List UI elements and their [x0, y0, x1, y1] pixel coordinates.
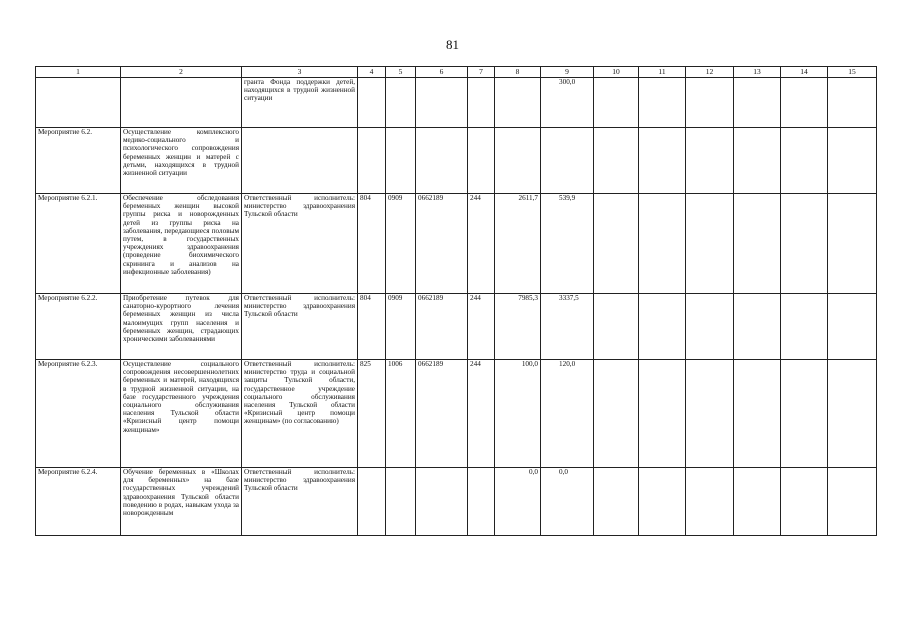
measure-description: Обеспечение обследования беременных женщин высокой группы риска и новорожденных детей из группы риска на заболевания, передающиеся половым путем, в государственных учреждениях здравоохранения (проведение биохимического скрининга и анализов на инфекционные заболевания): [121, 194, 242, 294]
column-header: 1: [36, 67, 121, 78]
amount-col9: 3337,5: [541, 294, 594, 360]
code-section: 0909: [386, 294, 416, 360]
amount-col8: [495, 128, 541, 194]
code-grbs: [358, 78, 386, 128]
code-section: [386, 468, 416, 536]
executor: Ответственный исполнитель: министерство здравоохранения Тульской области: [242, 468, 358, 536]
executor: Ответственный исполнитель: министерство здравоохранения Тульской области: [242, 294, 358, 360]
measure-description: Приобретение путевок для санаторно-курортного лечения беременных женщин из числа малоимущих групп населения и беременных женщин, страдающих хроническими заболеваниями: [121, 294, 242, 360]
code-section: 0909: [386, 194, 416, 294]
code-expense-type: 244: [468, 294, 495, 360]
column-header: 6: [416, 67, 468, 78]
amount-col9: 539,9: [541, 194, 594, 294]
code-target: 0662189: [416, 360, 468, 468]
amount-col9: [541, 128, 594, 194]
code-target: [416, 128, 468, 194]
measure-id: Мероприятие 6.2.4.: [36, 468, 121, 536]
column-header: 5: [386, 67, 416, 78]
executor: гранта Фонда поддержки детей, находящихся в трудной жизненной ситуации: [242, 78, 358, 128]
code-section: [386, 78, 416, 128]
executor: Ответственный исполнитель: министерство труда и социальной защиты Тульской области, государственное учреждение социального обслуживания населения Тульской области «Кризисный центр помощи женщинам» (по согласованию): [242, 360, 358, 468]
column-header: 3: [242, 67, 358, 78]
code-grbs: 825: [358, 360, 386, 468]
measure-id: Мероприятие 6.2.: [36, 128, 121, 194]
code-target: [416, 78, 468, 128]
column-header: 2: [121, 67, 242, 78]
amount-col9: 120,0: [541, 360, 594, 468]
amount-col8: 7985,3: [495, 294, 541, 360]
amount-col8: [495, 78, 541, 128]
code-target: [416, 468, 468, 536]
column-header: 10: [594, 67, 639, 78]
amount-col8: 2611,7: [495, 194, 541, 294]
code-grbs: [358, 468, 386, 536]
amount-col8: 100,0: [495, 360, 541, 468]
table-row: [36, 128, 877, 194]
code-grbs: [358, 128, 386, 194]
page-number: 81: [446, 37, 459, 52]
column-number-row: [36, 67, 877, 78]
code-expense-type: 244: [468, 360, 495, 468]
column-header: 7: [468, 67, 495, 78]
code-section: 1006: [386, 360, 416, 468]
code-section: [386, 128, 416, 194]
amount-col9: 0,0: [541, 468, 594, 536]
column-header: 8: [495, 67, 541, 78]
column-header: 9: [541, 67, 594, 78]
code-expense-type: [468, 128, 495, 194]
code-grbs: 804: [358, 294, 386, 360]
code-expense-type: 244: [468, 194, 495, 294]
table-row: [36, 294, 877, 360]
column-header: 4: [358, 67, 386, 78]
measure-id: [36, 78, 121, 128]
code-target: 0662189: [416, 194, 468, 294]
column-header: 15: [828, 67, 877, 78]
column-header: 14: [781, 67, 828, 78]
measure-id: Мероприятие 6.2.1.: [36, 194, 121, 294]
code-target: 0662189: [416, 294, 468, 360]
code-expense-type: [468, 468, 495, 536]
column-header: 13: [734, 67, 781, 78]
table-row: [36, 360, 877, 468]
measure-description: Обучение беременных в «Школах для беременных» на базе государственных учреждений здравоохранения Тульской области поведению в родах, навыкам ухода за новорожденным: [121, 468, 242, 536]
program-table: [35, 66, 877, 536]
table-row: [36, 468, 877, 536]
table-row: [36, 78, 877, 128]
code-grbs: 804: [358, 194, 386, 294]
table-row: [36, 194, 877, 294]
measure-description: Осуществление комплексного медико-социального и психологического сопровождения беременных женщин и матерей с детьми, находящихся в трудной жизненной ситуации: [121, 128, 242, 194]
executor: Ответственный исполнитель: министерство здравоохранения Тульской области: [242, 194, 358, 294]
measure-id: Мероприятие 6.2.3.: [36, 360, 121, 468]
column-header: 11: [639, 67, 686, 78]
amount-col8: 0,0: [495, 468, 541, 536]
executor: [242, 128, 358, 194]
code-expense-type: [468, 78, 495, 128]
measure-description: Осуществление социального сопровождения несовершеннолетних беременных и матерей, находящихся в трудной жизненной ситуации, на базе государственного учреждения социального обслуживания населения Тульской области «Кризисный центр помощи женщинам»: [121, 360, 242, 468]
column-header: 12: [686, 67, 734, 78]
amount-col9: 300,0: [541, 78, 594, 128]
measure-id: Мероприятие 6.2.2.: [36, 294, 121, 360]
measure-description: [121, 78, 242, 128]
